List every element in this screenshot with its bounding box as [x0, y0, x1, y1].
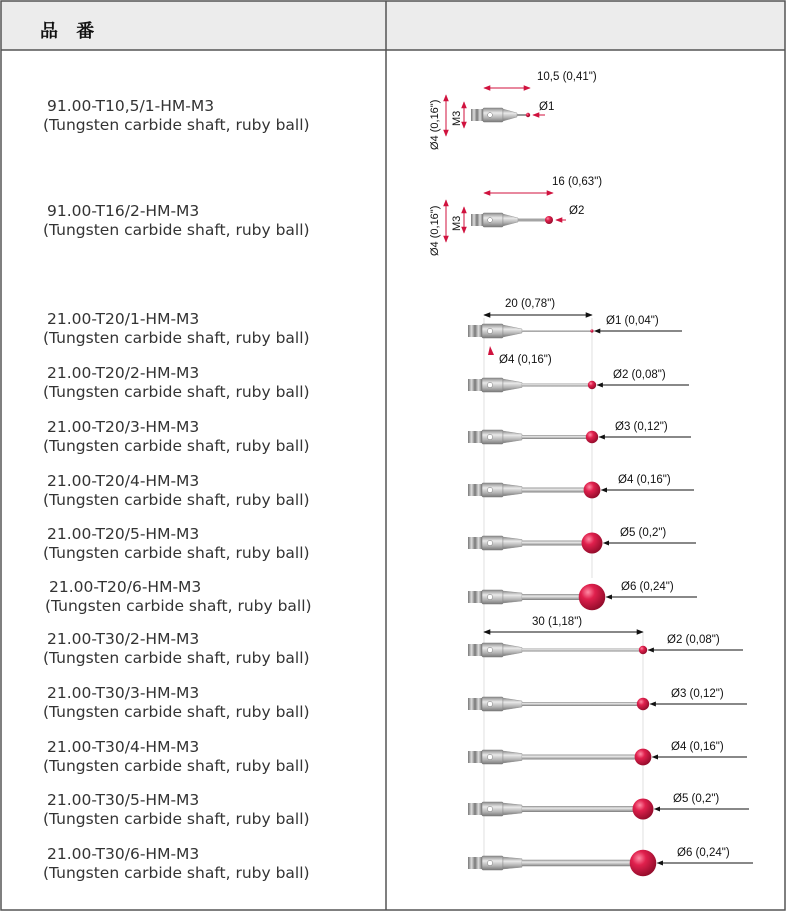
stylus-taper [503, 644, 522, 656]
part-item [45, 578, 312, 616]
part-description: (Tungsten carbide shaft, ruby ball) [43, 329, 310, 347]
part-item [43, 310, 310, 348]
stylus-stem [522, 702, 643, 706]
ball-diameter-label: Ø2 (0,08") [667, 634, 720, 646]
ruby-ball [584, 482, 601, 499]
part-code: 21.00-T30/4-HM-M3 [47, 738, 200, 756]
stylus-taper [503, 698, 522, 710]
stylus-thread [468, 431, 482, 443]
stylus-hole [487, 382, 492, 387]
part-description: (Tungsten carbide shaft, ruby ball) [43, 864, 310, 882]
stylus-stem [522, 860, 643, 867]
part-description: (Tungsten carbide shaft, ruby ball) [43, 649, 310, 667]
stylus-taper [503, 379, 522, 391]
part-description: (Tungsten carbide shaft, ruby ball) [43, 544, 310, 562]
stylus-stem [522, 384, 592, 387]
stylus-taper [503, 537, 522, 549]
stylus-hole [487, 328, 492, 333]
stylus-thread [468, 857, 482, 869]
stylus-hole [487, 487, 492, 492]
header-band [1, 1, 785, 50]
part-code: 21.00-T20/1-HM-M3 [47, 310, 200, 328]
part-description: (Tungsten carbide shaft, ruby ball) [43, 810, 310, 828]
part-description: (Tungsten carbide shaft, ruby ball) [45, 597, 312, 615]
stylus-thread [468, 379, 482, 391]
ruby-ball [639, 646, 647, 654]
body-dia-label-2: Ø4 (0,16") [429, 205, 441, 256]
part-code: 21.00-T20/5-HM-M3 [47, 525, 200, 543]
length-label-1: 10,5 (0,41") [537, 71, 597, 83]
ruby-ball [588, 381, 596, 389]
stylus-stem [522, 435, 592, 439]
part-code: 91.00-T16/2-HM-M3 [47, 202, 200, 220]
ball-label-d2: Ø2 [569, 205, 585, 217]
stylus-hole [487, 806, 492, 811]
stylus-taper [503, 803, 522, 815]
ball-diameter-label: Ø6 (0,24") [621, 581, 674, 593]
part-item [43, 845, 310, 883]
part-code: 21.00-T20/3-HM-M3 [47, 418, 200, 436]
part-item [43, 418, 310, 456]
length-label-2: 16 (0,63") [552, 176, 603, 188]
part-item [43, 202, 310, 240]
stylus-hole [487, 754, 492, 759]
part-description: (Tungsten carbide shaft, ruby ball) [43, 491, 310, 509]
stylus-stem [522, 649, 643, 652]
t30-length-label: 30 (1,18") [532, 616, 583, 628]
part-description: (Tungsten carbide shaft, ruby ball) [43, 383, 310, 401]
stylus-hole [487, 540, 492, 545]
stylus-hole [487, 434, 492, 439]
stylus-thread [468, 537, 482, 549]
stylus-hole [487, 594, 492, 599]
stylus-thread [468, 484, 482, 496]
stylus-thread [468, 325, 482, 337]
header-part-number: 品 番 [40, 21, 101, 42]
ball-diameter-label: Ø2 (0,08") [613, 369, 666, 381]
part-description: (Tungsten carbide shaft, ruby ball) [43, 703, 310, 721]
thread-label-1: M3 [451, 110, 463, 126]
stylus-thread [468, 698, 482, 710]
ruby-ball [579, 584, 606, 611]
ruby-ball [637, 698, 649, 710]
ruby-ball [635, 749, 652, 766]
t20-length-label: 20 (0,78") [505, 298, 556, 310]
ruby-ball [633, 799, 654, 820]
ball-diameter-label: Ø4 (0,16") [671, 741, 724, 753]
stylus-taper [503, 591, 522, 603]
ball-diameter-label: Ø1 (0,04") [606, 315, 659, 327]
body-dia-label-1: Ø4 (0,16") [429, 99, 441, 150]
part-code: 21.00-T30/6-HM-M3 [47, 845, 200, 863]
ruby-ball [630, 850, 657, 877]
part-description: (Tungsten carbide shaft, ruby ball) [43, 221, 310, 239]
stylus-stem [522, 488, 592, 493]
stylus-drawing-2 [429, 176, 602, 256]
part-item [43, 97, 310, 135]
ruby-ball [582, 533, 603, 554]
stylus-drawing-1 [429, 71, 597, 150]
stylus-stem [522, 806, 643, 812]
ball-diameter-label: Ø3 (0,12") [615, 421, 668, 433]
ball-diameter-label: Ø5 (0,2") [673, 793, 720, 805]
ball-diameter-label: Ø6 (0,24") [677, 847, 730, 859]
part-description: (Tungsten carbide shaft, ruby ball) [43, 437, 310, 455]
part-description: (Tungsten carbide shaft, ruby ball) [43, 116, 310, 134]
part-item [43, 364, 310, 402]
stylus-hole [487, 701, 492, 706]
stylus-thread [468, 591, 482, 603]
stylus-hole [487, 647, 492, 652]
part-code: 21.00-T20/2-HM-M3 [47, 364, 200, 382]
part-code: 21.00-T20/6-HM-M3 [49, 578, 202, 596]
stylus-taper [503, 325, 522, 337]
part-item [43, 525, 310, 563]
t20-body-label: Ø4 (0,16") [499, 354, 552, 366]
t30-dimensions [484, 616, 643, 632]
stylus-hole [487, 860, 492, 865]
ruby-ball [590, 329, 593, 332]
ball-diameter-label: Ø5 (0,2") [620, 527, 667, 539]
stylus-taper [503, 431, 522, 443]
stylus-stem [522, 330, 592, 332]
part-item [43, 684, 310, 722]
part-code: 21.00-T30/2-HM-M3 [47, 630, 200, 648]
part-item [43, 630, 310, 668]
thread-label-2: M3 [451, 215, 463, 231]
styli-group [468, 315, 753, 876]
stylus-thread [468, 751, 482, 763]
part-code: 21.00-T30/3-HM-M3 [47, 684, 200, 702]
part-code: 91.00-T10,5/1-HM-M3 [47, 97, 215, 115]
ball-diameter-label: Ø4 (0,16") [618, 474, 671, 486]
stylus-taper [503, 751, 522, 763]
part-item [43, 472, 310, 510]
part-code: 21.00-T20/4-HM-M3 [47, 472, 200, 490]
part-item [43, 791, 310, 829]
stylus-thread [468, 803, 482, 815]
part-code: 21.00-T30/5-HM-M3 [47, 791, 200, 809]
stylus-taper [503, 857, 522, 869]
ball-diameter-label: Ø3 (0,12") [671, 688, 724, 700]
part-description: (Tungsten carbide shaft, ruby ball) [43, 757, 310, 775]
ball-label-d1: Ø1 [539, 101, 555, 113]
stylus-thread [468, 644, 482, 656]
ruby-ball [586, 431, 598, 443]
stylus-stem [522, 755, 643, 760]
part-item [43, 738, 310, 776]
stylus-taper [503, 484, 522, 496]
